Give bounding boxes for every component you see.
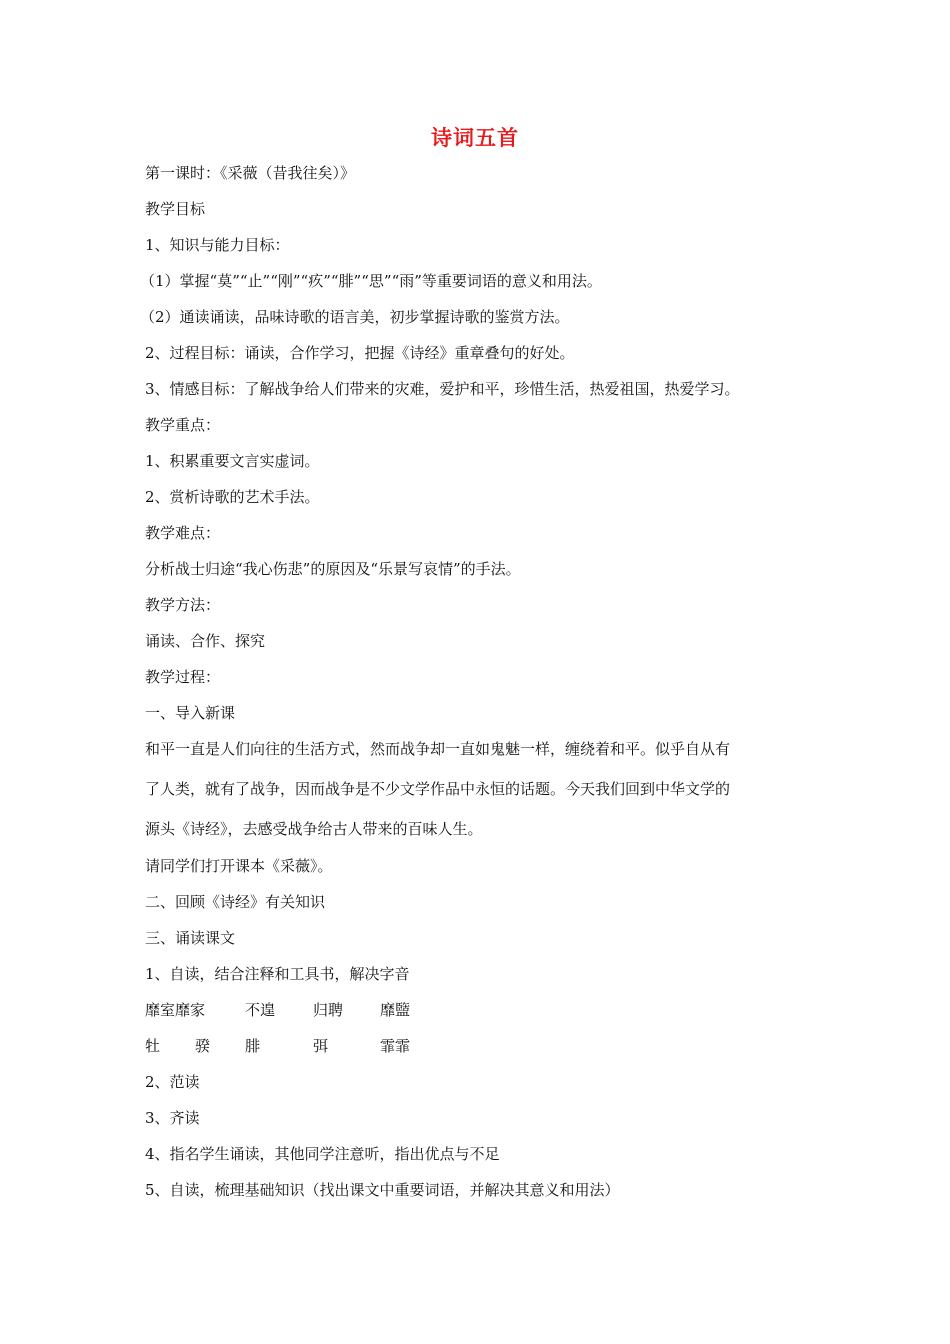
vocab-word: 靡盬 — [380, 1001, 411, 1019]
vocab-word: 弭 — [313, 1037, 329, 1055]
recite-substep-5: 5、自读，梳理基础知识（找出课文中重要词语，并解决其意义和用法） — [145, 1181, 620, 1199]
objective-item-1: （1）掌握“莫”“止”“刚”“疚”“腓”“思”“雨”等重要词语的意义和用法。 — [140, 272, 602, 290]
intro-instruction: 请同学们打开课本《采薇》。 — [145, 857, 333, 875]
section-heading-process: 教学过程： — [145, 668, 221, 686]
section-heading-method: 教学方法： — [145, 596, 221, 614]
key-point-2: 2、赏析诗歌的艺术手法。 — [145, 488, 320, 506]
section-heading-objectives: 教学目标 — [145, 200, 206, 218]
key-point-1: 1、积累重要文言实虚词。 — [145, 452, 320, 470]
step-review: 二、回顾《诗经》有关知识 — [145, 893, 326, 911]
objective-item-2: （2）通读诵读，品味诗歌的语言美，初步掌握诗歌的鉴赏方法。 — [140, 308, 570, 326]
section-heading-key-points: 教学重点： — [145, 416, 221, 434]
intro-paragraph-line-3: 源头《诗经》，去感受战争给古人带来的百味人生。 — [145, 820, 483, 838]
lesson-heading: 第一课时：《采薇（昔我往矣）》 — [145, 164, 356, 182]
vocab-word: 骙 — [195, 1037, 211, 1055]
step-introduction: 一、导入新课 — [145, 704, 236, 722]
recite-substep-3: 3、齐读 — [145, 1109, 200, 1127]
vocab-word: 牡 — [145, 1037, 161, 1055]
vocab-word: 靡室靡家 — [145, 1001, 206, 1019]
recite-substep-4: 4、指名学生诵读，其他同学注意听，指出优点与不足 — [145, 1145, 500, 1163]
recite-substep-2: 2、范读 — [145, 1073, 200, 1091]
intro-paragraph-line-2: 了人类，就有了战争，因而战争是不少文学作品中永恒的话题。今天我们回到中华文学的 — [145, 780, 731, 798]
method-text: 诵读、合作、探究 — [145, 632, 266, 650]
vocab-word: 归聘 — [313, 1001, 344, 1019]
document-title: 诗词五首 — [431, 126, 519, 150]
vocab-word: 腓 — [245, 1037, 261, 1055]
section-heading-difficulty: 教学难点： — [145, 524, 221, 542]
vocab-word: 不遑 — [245, 1001, 276, 1019]
step-recite: 三、诵读课文 — [145, 929, 236, 947]
objective-process: 2、过程目标：诵读，合作学习，把握《诗经》重章叠句的好处。 — [145, 344, 575, 362]
vocab-word: 霏霏 — [380, 1037, 411, 1055]
objective-emotion: 3、情感目标：了解战争给人们带来的灾难，爱护和平，珍惜生活，热爱祖国，热爱学习。 — [145, 380, 740, 398]
objective-knowledge: 1、知识与能力目标： — [145, 236, 290, 254]
intro-paragraph-line-1: 和平一直是人们向往的生活方式，然而战争却一直如鬼魅一样，缠绕着和平。似乎自从有 — [145, 740, 731, 758]
recite-substep-1: 1、自读，结合注释和工具书，解决字音 — [145, 965, 410, 983]
difficulty-text: 分析战士归途“我心伤悲”的原因及“乐景写哀情”的手法。 — [145, 560, 521, 578]
